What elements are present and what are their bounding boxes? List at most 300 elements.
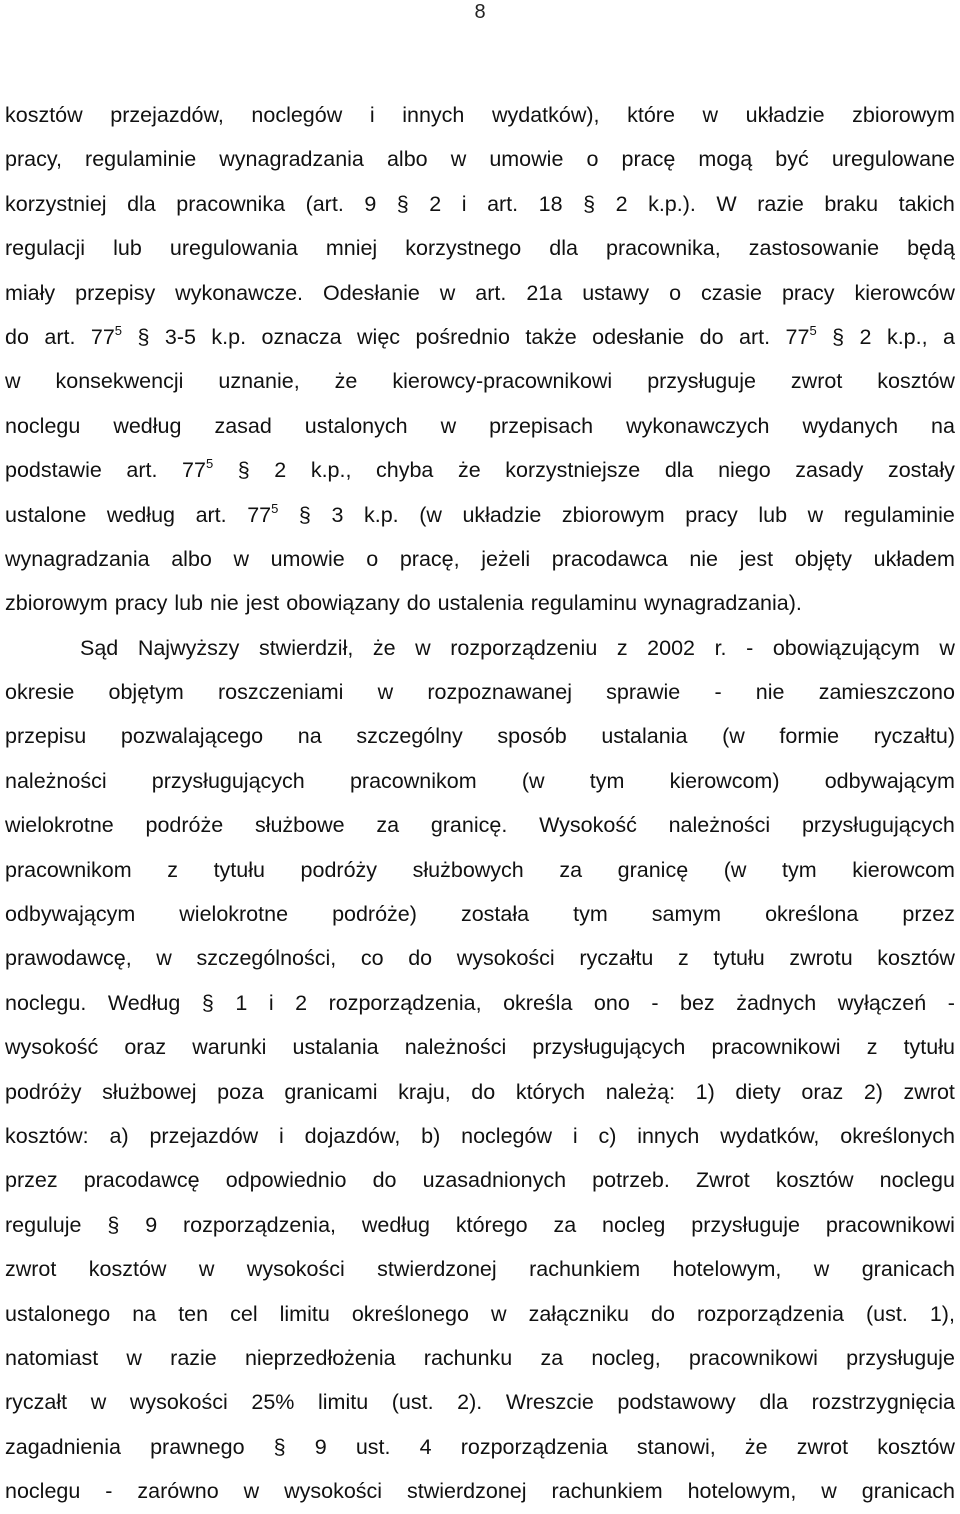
word: zbiorowym (5, 591, 108, 616)
word: noclegów (251, 103, 343, 127)
word: dla (759, 1390, 789, 1415)
word: - (746, 635, 754, 660)
word: poza (217, 1079, 264, 1104)
word: kierowcom) (669, 768, 780, 793)
word: b) (421, 1123, 441, 1148)
word: przejazdów, (110, 103, 224, 127)
word: regulaminie (85, 147, 197, 172)
word: i (268, 990, 274, 1015)
word: o (366, 546, 379, 571)
word: na (132, 1301, 157, 1326)
word: ust. (355, 1434, 391, 1459)
word: rozporządzeniu (450, 635, 598, 660)
word: Zwrot (695, 1168, 750, 1193)
word: albo (171, 546, 212, 571)
text-line (5, 271, 955, 315)
word: stwierdził, (258, 635, 354, 660)
text-line (5, 93, 955, 137)
word: zagadnienia (5, 1434, 121, 1459)
word: 1) (695, 1079, 715, 1104)
word: umowie (489, 147, 564, 172)
word: według (361, 1212, 430, 1237)
word: podróże (145, 813, 224, 838)
word: rachunkiem (529, 1257, 641, 1282)
word: kierowcy-pracownikowi (392, 369, 613, 394)
word: art. (44, 324, 76, 349)
word: 21a (526, 280, 563, 305)
word: w (415, 635, 431, 660)
word: razie (170, 1345, 217, 1370)
word: k.p. (363, 502, 399, 527)
word: tytułu (903, 1035, 955, 1060)
text-line (5, 1114, 955, 1158)
word: $77^5$ (785, 322, 817, 349)
word: rozstrzygnięcia (811, 1390, 955, 1415)
word: służbowych (412, 857, 524, 882)
word: zostały (887, 458, 955, 483)
word: do (372, 1168, 397, 1193)
word: noclegu (879, 1168, 955, 1193)
word: mogą (698, 147, 753, 172)
text-line (5, 1070, 955, 1114)
word: nieprzedłożenia (244, 1345, 396, 1370)
word: wysokości (129, 1390, 228, 1415)
word: noclegów (461, 1123, 552, 1148)
word: wysokość (5, 1035, 99, 1060)
word: nie (689, 546, 719, 571)
word: odbywającym (824, 768, 955, 793)
word: 2). (457, 1390, 483, 1415)
text-line (5, 581, 955, 625)
word: że (744, 1434, 768, 1459)
word: Według (107, 990, 181, 1015)
word: - (651, 990, 659, 1015)
text-line (5, 626, 955, 670)
word: w (702, 103, 719, 127)
word: reguluje (5, 1212, 82, 1237)
text-line (5, 493, 955, 537)
word: pracy (781, 280, 835, 305)
word: ustalania (601, 724, 688, 749)
word: granicami (284, 1079, 378, 1104)
word: układzie (745, 103, 825, 127)
word: - (105, 1479, 113, 1504)
text-line (5, 892, 955, 936)
word: a (943, 324, 955, 349)
text-line (5, 182, 955, 226)
word: nie (210, 591, 239, 616)
word: zwrot (5, 1257, 57, 1282)
word: rachunkiem (551, 1479, 663, 1504)
word: 2002 (647, 635, 695, 660)
word: załączniku (528, 1301, 629, 1326)
word: ustalonych (304, 413, 408, 438)
word: zwrot (790, 369, 843, 394)
word: do (650, 1301, 675, 1326)
word: art. (739, 324, 771, 349)
word: wysokości (246, 1257, 345, 1282)
text-line (5, 1203, 955, 1247)
word: korzystnego (405, 236, 522, 261)
word: w (439, 280, 456, 305)
word: albo (386, 147, 428, 172)
word: uregulowane (831, 147, 955, 172)
word: należności (5, 768, 107, 793)
word: art. (126, 458, 158, 483)
word: oraz (124, 1035, 167, 1060)
word: limitu (279, 1301, 330, 1326)
word: w (198, 1257, 215, 1282)
word: 18 (538, 191, 563, 216)
word: 9 (364, 191, 377, 216)
word: sposób (497, 724, 567, 749)
word: art. (195, 502, 227, 527)
word: ono (593, 990, 630, 1015)
word: co (360, 946, 384, 971)
word: wyłączeń (837, 990, 927, 1015)
word: pracę (621, 147, 676, 172)
word: należności (668, 813, 771, 838)
word: granicę (617, 857, 689, 882)
word: 9 (314, 1434, 327, 1459)
word: § (237, 458, 250, 483)
word: pracę, (399, 546, 460, 571)
word: pracownika, (605, 236, 721, 261)
word: wielokrotne (179, 902, 289, 927)
word: więc (357, 324, 401, 349)
word: $77^5$ (247, 500, 279, 527)
word: kosztów (877, 369, 955, 394)
document-body-text (5, 93, 955, 1514)
word: art. (475, 280, 507, 305)
word: § (396, 191, 409, 216)
word: za (540, 1345, 564, 1370)
text-line (5, 448, 955, 492)
word: k.p., (310, 458, 352, 483)
word: według (113, 413, 182, 438)
word: nocleg, (591, 1345, 661, 1370)
word: takich (898, 191, 955, 216)
word: z (616, 635, 628, 660)
word: granicę. (430, 813, 508, 838)
word: hotelowym, (672, 1257, 782, 1282)
word: braku (824, 191, 879, 216)
word: limitu (317, 1390, 369, 1415)
word: wielokrotne (5, 813, 114, 838)
word: warunki (192, 1035, 267, 1060)
word: roszczeniami (217, 680, 344, 705)
word: w (90, 1390, 107, 1415)
word: także (525, 324, 577, 349)
word: pracy, (5, 147, 62, 172)
word: - (947, 990, 955, 1015)
word: innych (637, 1123, 700, 1148)
word: 4 (419, 1434, 432, 1459)
text-line (5, 714, 955, 758)
text-line (5, 981, 955, 1025)
text-line (5, 848, 955, 892)
word: zwrot (903, 1079, 955, 1104)
word: dojazdów, (304, 1123, 401, 1148)
word: potrzeb. (592, 1168, 670, 1193)
word: $77^5$ (182, 456, 214, 483)
word: regulaminie (843, 502, 955, 527)
word: 3 (331, 502, 344, 527)
word: należności (404, 1035, 507, 1060)
word: przysługuje (647, 369, 756, 394)
word: ten (178, 1301, 209, 1326)
word: kosztów (877, 1434, 955, 1459)
word: służbowej (102, 1079, 197, 1104)
word: ustalonego (5, 1301, 111, 1326)
word: r. (714, 635, 727, 660)
word: tym (782, 857, 817, 882)
word: w (440, 413, 457, 438)
word: oznacza (261, 324, 342, 349)
word: 2 (274, 458, 287, 483)
word: innych (402, 103, 465, 127)
word: noclegu (5, 1479, 81, 1504)
word: objętym (108, 680, 184, 705)
word: kosztów: (5, 1123, 89, 1148)
word: miały (5, 280, 56, 305)
word: prawnego (150, 1434, 245, 1459)
word: do (408, 946, 433, 971)
word: żadnych (736, 990, 817, 1015)
word: 25% (251, 1390, 295, 1415)
word: w (450, 147, 467, 172)
word: kosztów (5, 103, 83, 127)
word: ustalone (5, 502, 87, 527)
word: została (460, 902, 530, 927)
text-line (5, 1025, 955, 1069)
word: w (491, 1301, 507, 1326)
word: korzystniej (5, 191, 107, 216)
word: ustalania (292, 1035, 379, 1060)
text-line (5, 1336, 955, 1380)
word: tytułu (713, 946, 765, 971)
word: jest (739, 546, 774, 571)
word: stwierdzonej (377, 1257, 497, 1282)
word: przez (5, 1168, 58, 1193)
word: Najwyższy (137, 635, 240, 660)
word: określonych (840, 1123, 955, 1148)
word: kosztów (775, 1168, 854, 1193)
word: Wysokość (539, 813, 637, 838)
word: o (669, 280, 682, 305)
word: przysługuje (846, 1345, 955, 1370)
word: będą (907, 236, 955, 261)
word: Wreszcie (505, 1390, 594, 1415)
word: kosztów (877, 946, 955, 971)
word: w (813, 1257, 830, 1282)
word: pozwalającego (120, 724, 264, 749)
superscript: 5 (114, 322, 123, 338)
word: niego (718, 458, 771, 483)
word: 2 (429, 191, 442, 216)
word: i (461, 191, 467, 216)
text-line (5, 803, 955, 847)
word: ryczałt (5, 1390, 68, 1415)
word: szczególny (356, 724, 463, 749)
word: § (583, 191, 596, 216)
word: kierowców (854, 280, 955, 305)
word: - (714, 680, 722, 705)
word: z (167, 857, 178, 882)
word: 2 (859, 324, 872, 349)
word: stanowi, (636, 1434, 716, 1459)
word: układem (873, 546, 955, 571)
word: jeżeli (481, 546, 531, 571)
word: pracownika (176, 191, 286, 216)
word: dla (127, 191, 156, 216)
word: mniej (325, 236, 378, 261)
word: i (369, 103, 375, 127)
word: k.p.). (648, 191, 696, 216)
word: i (279, 1123, 284, 1148)
word: przepisy (75, 280, 156, 305)
word: lub (758, 502, 788, 527)
word: odesłanie (592, 324, 685, 349)
word: za (559, 857, 583, 882)
word: że (334, 369, 358, 394)
word: (ust. (391, 1390, 434, 1415)
word: 1 (235, 990, 248, 1015)
word: szczególności, (196, 946, 337, 971)
word: pośrednio (415, 324, 510, 349)
word: które (627, 103, 675, 127)
word: wysokości (456, 946, 555, 971)
word: dla (549, 236, 578, 261)
word: obowiązującym (772, 635, 920, 660)
word: podróży (5, 1079, 82, 1104)
word: (w (521, 768, 545, 793)
word: wykonawczych (626, 413, 770, 438)
word: § (273, 1434, 286, 1459)
word: przysługuje (691, 1212, 800, 1237)
word: nie (755, 680, 785, 705)
word: określona (765, 902, 859, 927)
word: wydanych (802, 413, 899, 438)
word: do (406, 591, 431, 616)
word: rachunku (423, 1345, 513, 1370)
word: objęty (794, 546, 853, 571)
word: kraju, (398, 1079, 451, 1104)
word: konsekwencji (55, 369, 184, 394)
word: zbiorowym (561, 502, 665, 527)
word: przepisu (5, 724, 87, 749)
word: samym (651, 902, 722, 927)
word: § (832, 324, 845, 349)
word: określa (503, 990, 573, 1015)
word: zbiorowym (852, 103, 955, 127)
word: W (716, 191, 737, 216)
word: wydatków), (491, 103, 600, 127)
word: 3-5 (164, 324, 196, 349)
word: podróży (300, 857, 378, 882)
word: że (372, 635, 396, 660)
word: prawodawcę, (5, 946, 132, 971)
word: ryczałtu) (873, 724, 955, 749)
word: oraz (801, 1079, 844, 1104)
word: tym (589, 768, 625, 793)
text-line (5, 759, 955, 803)
word: regulaminu (530, 591, 638, 616)
text-line (5, 537, 955, 581)
word: czasie (701, 280, 762, 305)
word: a) (109, 1123, 129, 1148)
word: nocleg (602, 1212, 666, 1237)
word: w (939, 635, 955, 660)
word: 2) (863, 1079, 883, 1104)
superscript: 5 (809, 322, 817, 338)
word: umowie (270, 546, 345, 571)
word: układzie (462, 502, 542, 527)
word: (w (419, 502, 442, 527)
word: do (5, 324, 29, 349)
word: rozporządzenia (696, 1301, 844, 1326)
word: pracodawca (551, 546, 668, 571)
word: pracownikowi (688, 1345, 818, 1370)
word: 2 (615, 191, 628, 216)
word: uznanie, (218, 369, 300, 394)
word: okresie (5, 680, 75, 705)
word: zarówno (137, 1479, 219, 1504)
word: należą: (605, 1079, 676, 1104)
word: cel (230, 1301, 258, 1326)
word: za (376, 813, 400, 838)
word: jest (245, 591, 280, 616)
word: wysokości (284, 1479, 383, 1504)
word: k.p., (886, 324, 928, 349)
word: odpowiednio (225, 1168, 347, 1193)
word: o (586, 147, 599, 172)
word: pracownikowi (825, 1212, 955, 1237)
word: k.p. (211, 324, 247, 349)
word: przejazdów (149, 1123, 259, 1148)
word: na (931, 413, 955, 438)
word: granicach (861, 1479, 955, 1504)
text-line (5, 1158, 955, 1202)
word: § (201, 990, 214, 1015)
word: bez (680, 990, 715, 1015)
word: ryczałtu (579, 946, 654, 971)
word: podstawie (5, 458, 102, 483)
text-line (5, 1247, 955, 1291)
word: (w (723, 857, 747, 882)
word: pracy (685, 502, 738, 527)
word: lub (113, 236, 142, 261)
word: z (866, 1035, 878, 1060)
word: do (699, 324, 724, 349)
word: c) (598, 1123, 617, 1148)
word: granicach (861, 1257, 955, 1282)
text-line (5, 1425, 955, 1469)
word: natomiast (5, 1345, 99, 1370)
superscript: 5 (271, 500, 279, 516)
word: zastosowanie (748, 236, 880, 261)
word: zwrotu (789, 946, 853, 971)
word: zwrot (796, 1434, 849, 1459)
word: przysługujących (801, 813, 955, 838)
word: którego (455, 1212, 528, 1237)
word: pracy (114, 591, 168, 616)
word: (art. (305, 191, 344, 216)
word: Odesłanie (323, 280, 420, 305)
word: za (553, 1212, 577, 1237)
word: rozpoznawanej (427, 680, 572, 705)
word: korzystniejsze (505, 458, 641, 483)
